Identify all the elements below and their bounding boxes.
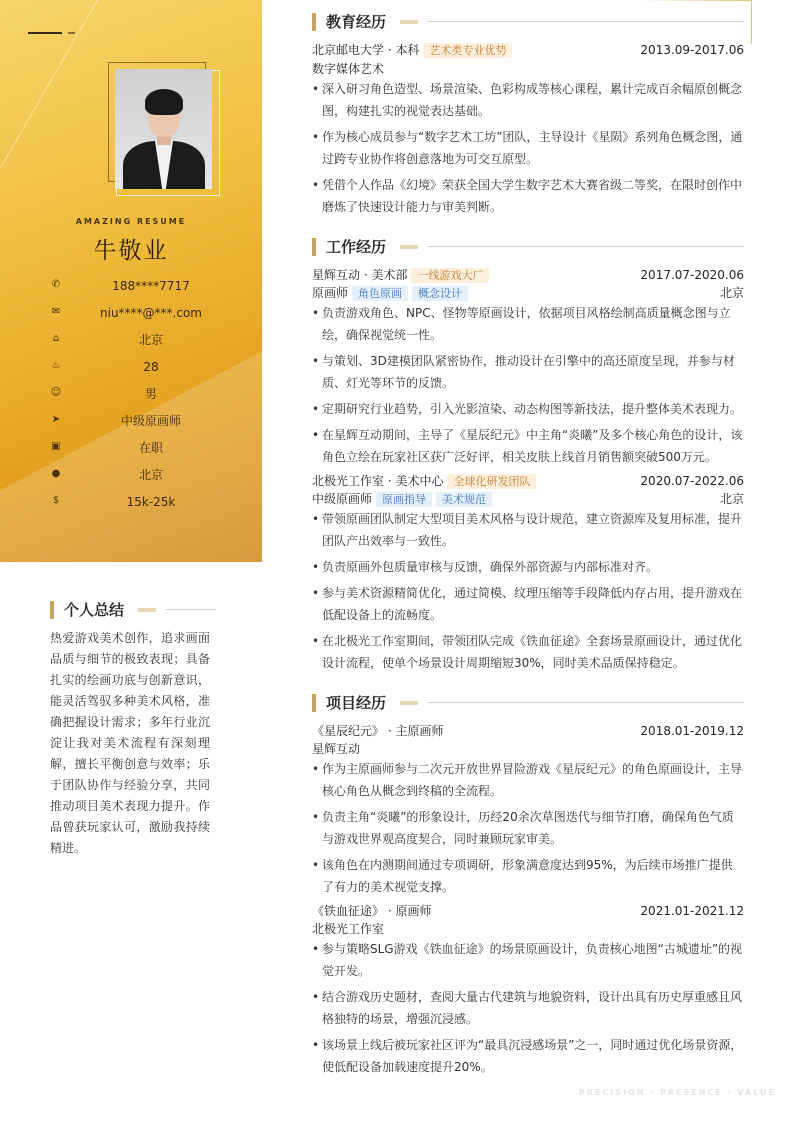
list-item: • 作为核心成员参与“数字艺术工坊”团队，主导设计《星陨》系列角色概念图，通过跨专业协作将创意落地为可交互原型。	[312, 126, 744, 170]
mail-icon: ✉	[51, 306, 61, 317]
section-title: 个人总结	[64, 601, 125, 619]
role-tag: 美术规范	[436, 492, 492, 507]
heading-decoration	[400, 245, 418, 249]
info-location	[48, 466, 234, 484]
phone-icon: ✆	[51, 279, 61, 290]
company-name: 北极光工作室 · 美术中心	[312, 474, 444, 488]
info-value: 北京	[138, 468, 163, 482]
role-tag: 概念设计	[412, 286, 468, 301]
education-heading	[312, 12, 744, 32]
section-title: 工作经历	[326, 238, 387, 256]
education-major-row	[312, 60, 744, 78]
job-period: 2017.07-2020.06	[640, 268, 744, 282]
info-phone	[48, 277, 234, 295]
corner-decoration-line	[640, 0, 752, 1]
location-pin-icon: ●	[51, 468, 61, 479]
cake-icon: ♨	[51, 360, 61, 371]
info-value: 188****7717	[112, 279, 190, 293]
company-name: 星辉互动 · 美术部	[312, 268, 408, 282]
header-decoration-line	[28, 32, 62, 34]
info-value: 在职	[138, 441, 163, 455]
job-header	[312, 266, 744, 284]
role-tag: 原画指导	[376, 492, 432, 507]
job-role: 原画师	[312, 286, 349, 300]
project-header	[312, 722, 744, 740]
education-row	[312, 41, 744, 59]
project-period: 2018.01-2019.12	[640, 724, 744, 738]
job-role-row	[312, 284, 744, 302]
project-name: 《铁血征途》 · 原画师	[312, 904, 432, 918]
list-item: • 结合游戏历史题材，查阅大量古代建筑与地貌资料，设计出具有历史厚重感且风格独特的场景，增强沉浸感。	[312, 986, 744, 1030]
company-tag: 全球化研发团队	[447, 474, 536, 489]
heading-accent-bar	[312, 238, 316, 256]
sidebar	[0, 0, 262, 562]
heading-decoration	[400, 20, 418, 24]
list-item: • 参与策略SLG游戏《铁血征途》的场景原画设计，负责核心地图“古城遗址”的视觉开发。	[312, 938, 744, 982]
section-title: 项目经历	[326, 694, 387, 712]
info-value: 北京	[138, 333, 163, 347]
project-period: 2021.01-2021.12	[640, 904, 744, 918]
heading-decoration	[400, 701, 418, 705]
candidate-name: 牛敬业	[93, 238, 169, 264]
section-title: 教育经历	[326, 13, 387, 31]
summary-heading	[50, 600, 230, 620]
list-item: • 带领原画团队制定大型项目美术风格与设计规范，建立资源库及复用标准，提升团队产出效率与一致性。	[312, 508, 744, 552]
list-item: • 负责主角“炎曦”的形象设计，历经20余次草图迭代与细节打磨，确保角色气质与游戏世界观高度契合，同时兼顾玩家审美。	[312, 806, 744, 850]
send-icon: ➤	[51, 414, 61, 425]
job-period: 2020.07-2022.06	[640, 474, 744, 488]
work-heading	[312, 237, 744, 257]
list-item: • 与策划、3D建模团队紧密协作，推动设计在引擎中的高还原度呈现，并参与材质、灯光等环节的反馈。	[312, 350, 744, 394]
heading-accent-bar	[312, 13, 316, 31]
home-icon: ⌂	[52, 333, 60, 344]
major: 数字媒体艺术	[312, 62, 385, 76]
school-name: 北京邮电大学 · 本科	[312, 43, 420, 57]
project-org: 星辉互动	[312, 742, 361, 756]
list-item: • 在星辉互动期间，主导了《星辰纪元》中主角“炎曦”及多个核心角色的设计，该角色立绘在玩家社区获广泛好评，相关皮肤上线首月销售额突破500万元。	[312, 424, 744, 468]
heading-decoration	[138, 608, 156, 612]
footer-tagline: PRECISION · PRESENCE · VALUE	[578, 1088, 776, 1097]
info-hometown	[48, 331, 234, 349]
list-item: • 该场景上线后被玩家社区评为“最具沉浸感场景”之一，同时通过优化场景资源，使低配设备加载速度提升20%。	[312, 1034, 744, 1078]
avatar	[115, 69, 212, 189]
info-gender	[48, 385, 234, 403]
money-icon: $	[52, 495, 60, 506]
job-role-row	[312, 490, 744, 508]
info-value: 中级原画师	[120, 414, 181, 428]
briefcase-icon: ▣	[51, 441, 61, 452]
list-item: • 定期研究行业趋势，引入光影渲染、动态构图等新技法，提升整体美术表现力。	[312, 398, 744, 420]
heading-accent-bar	[312, 694, 316, 712]
project-org-row	[312, 920, 744, 938]
projects-heading	[312, 693, 744, 713]
heading-accent-bar	[50, 601, 54, 619]
company-tag: 一线游戏大厂	[411, 268, 489, 283]
project-name: 《星辰纪元》 · 主原画师	[312, 724, 444, 738]
info-value: 28	[143, 360, 159, 374]
list-item: • 负责原画外包质量审核与反馈，确保外部资源与内部标准对齐。	[312, 556, 744, 578]
heading-rule	[428, 246, 744, 247]
info-position	[48, 412, 234, 430]
project-org-row	[312, 740, 744, 758]
list-item: • 凭借个人作品《幻境》荣获全国大学生数字艺术大赛省级二等奖，在限时创作中磨炼了快速设计能力与审美判断。	[312, 174, 744, 218]
education-period: 2013.09-2017.06	[640, 43, 744, 57]
sidebar-decoration-line	[0, 0, 121, 238]
job-role: 中级原画师	[312, 492, 373, 506]
info-email	[48, 304, 234, 322]
list-item: • 深入研习角色造型、场景渲染、色彩构成等核心课程，累计完成百余幅原创概念图，构建扎实的视觉表达基础。	[312, 78, 744, 122]
heading-rule	[428, 21, 744, 22]
info-value: niu****@***.com	[100, 306, 202, 320]
list-item: • 参与美术资源精简优化，通过简模、纹理压缩等手段降低内存占用，提升游戏在低配设备上的流畅度。	[312, 582, 744, 626]
resume-tagline: AMAZING RESUME	[75, 217, 187, 226]
face-icon: ☺	[50, 387, 62, 398]
heading-rule	[428, 702, 744, 703]
list-item: • 作为主原画师参与二次元开放世界冒险游戏《星辰纪元》的角色原画设计，主导核心角色从概念到终稿的全流程。	[312, 758, 744, 802]
job-city: 北京	[719, 286, 744, 300]
info-value: 15k-25k	[126, 495, 176, 509]
list-item: • 负责游戏角色、NPC、怪物等原画设计，依据项目风格绘制高质量概念图与立绘，确保视觉统一性。	[312, 302, 744, 346]
header-decoration-dash	[68, 32, 75, 34]
info-salary	[48, 493, 234, 511]
list-item: • 该角色在内测期间通过专项调研，形象满意度达到95%，为后续市场推广提供了有力的美术视觉支撑。	[312, 854, 744, 898]
info-age	[48, 358, 234, 376]
project-header	[312, 902, 744, 920]
info-status	[48, 439, 234, 457]
heading-rule	[166, 609, 216, 610]
list-item: • 在北极光工作室期间，带领团队完成《铁血征途》全套场景原画设计，通过优化设计流程，使单个场景设计周期缩短30%，同时美术品质保持稳定。	[312, 630, 744, 674]
project-org: 北极光工作室	[312, 922, 385, 936]
summary-text: 热爱游戏美术创作，追求画面品质与细节的极致表现；具备扎实的绘画功底与创新意识，能灵活驾驭多种美术风格，准确把握设计需求；多年行业沉淀让我对美术流程有深刻理解，擅长平衡创意与效率；乐于团队协作与经验分享，共同推动项目美术表现力提升。作品曾获玩家认可，激励我持续精进。	[50, 631, 210, 855]
role-tag: 角色原画	[352, 286, 408, 301]
school-tag: 艺术类专业优势	[423, 43, 512, 58]
job-header	[312, 472, 744, 490]
info-value: 男	[144, 387, 157, 401]
job-city: 北京	[719, 492, 744, 506]
